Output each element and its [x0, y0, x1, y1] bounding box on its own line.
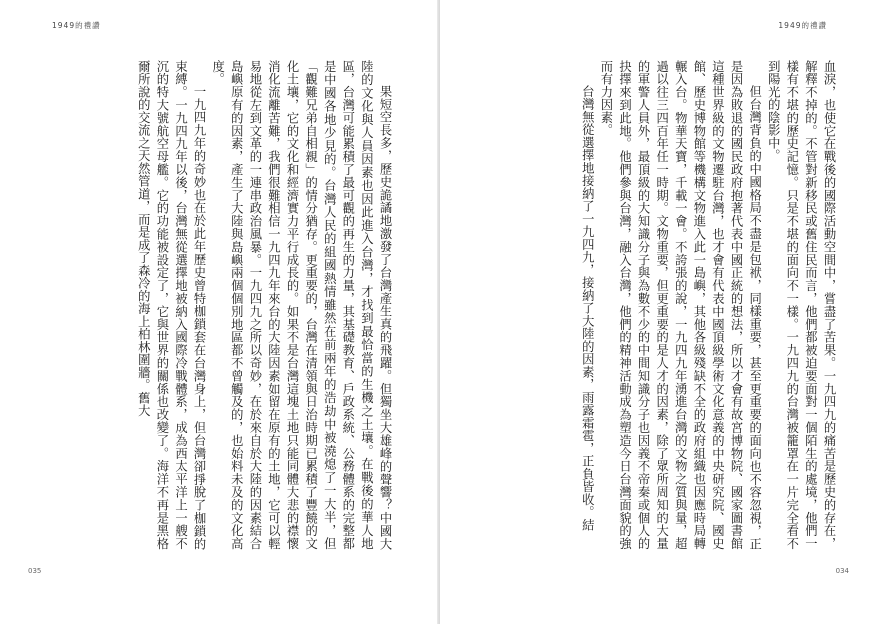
paragraph: 一九四九年的奇妙也在於此年歷史曾特枷鎖套在台灣身上，但台灣卻掙脫了枷鎖的束縛。一九四九年以後，台灣無從選擇地被納入國際冷戰體系，成為西太平洋上一艘不沉的特大號航空母艦。它的功能被設定了，它與世界的關係也改變了。海洋不再是黑格爾所說的交流之天然管道，而是成了森冷的海上柏林圍牆。舊大 — [136, 60, 207, 550]
right-page — [440, 0, 879, 624]
paragraph: 果短空長多，歷史詭譎地激發了台灣產生真的飛躍。但獨坐大雄峰的聲響？中國大陸的文化與人員因素也因此進入台灣，才找到最恰當的生機之土壤。在戰後的華人地區，台灣可能累積了最可觀的再生的力量，其基礎教育、戶政系統、公務體系的完整都是中國各地少見的。台灣人民的組國熱情雖然在前兩年的浩劫中被澆熄了一大半，但「觀難兄弟自相親」的情分猶存。更重要的，台灣在清領與日治時期已累積了豐饒的文化土壤，它的文化和經濟實力平行成長的。如果不是台灣這塊土地只能同體大悲的襟懷消化流離苦難，我們很難相信一九四九年來台的大陸因素如留在原有的土地，它可以輕易地從左到文革的一連串政治風暴。一九四九之所以奇妙，在於來自於大陸的因素結合島嶼原有的因素，產生了大陸與島嶼兩個個別地區都不曾觸及的，也始料未及的文化高度。 — [210, 60, 392, 550]
page-number-right: 034 — [835, 567, 849, 575]
paragraph: 台灣無從選擇地接納了一九四九，接納了大陸的因素，雨露霜雹，正負皆收。結 — [580, 84, 595, 531]
running-header-right: 1949的禮讚 — [778, 21, 827, 30]
left-page-body — [64, 60, 394, 550]
paragraph: 血淚，也使它在戰後的國際活動空間中，嘗盡了苦果。一九四九的痛苦是歷史的存在，解釋不掉的。不管對新移民或舊住民而言，他們都被迫要面對一個陌生的處境，他們一樣有不堪的歷史記憶。只是不堪的面向不一樣。一九四九的台灣被籠罩在一片完全看不到陽光的陰影中。 — [766, 60, 836, 550]
running-header-left: 1949的禮讚 — [52, 21, 101, 30]
left-page — [0, 0, 439, 624]
paragraph: 但台灣背負的中國格局不盡是包袱，同樣重要，甚至更重要的面向也不容忽視，正是因為敗退的國民政府抱著代表中國正統的想法，所以才會有故宮博物院、國家圖書館這種世界級的文物遷駐台灣，也才會有代表中國頂級學術文化意義的中央研究院、國史館、歷史博物館等機構文物進入此一島嶼，其他各級殘缺不全的政府組織也因應時局轉輾入台。物華天寶，千載一會。不誇張的說，一九四九年湧進台灣的文物之質與量，超過以往三四百年任一時期。文物重要，但更重要的是人才的因素，除了眾所周知的大量的軍警人員外，最頂級的大知識分子與為數不少的中間知識分子也因義不帝秦或個人的抉擇來到此地。他們參與台灣，融入台灣，他們的精神活動成為塑造今日台灣面貌的強而有力因素。 — [598, 60, 762, 550]
right-page-body — [508, 60, 838, 550]
page-number-left: 035 — [28, 567, 42, 575]
